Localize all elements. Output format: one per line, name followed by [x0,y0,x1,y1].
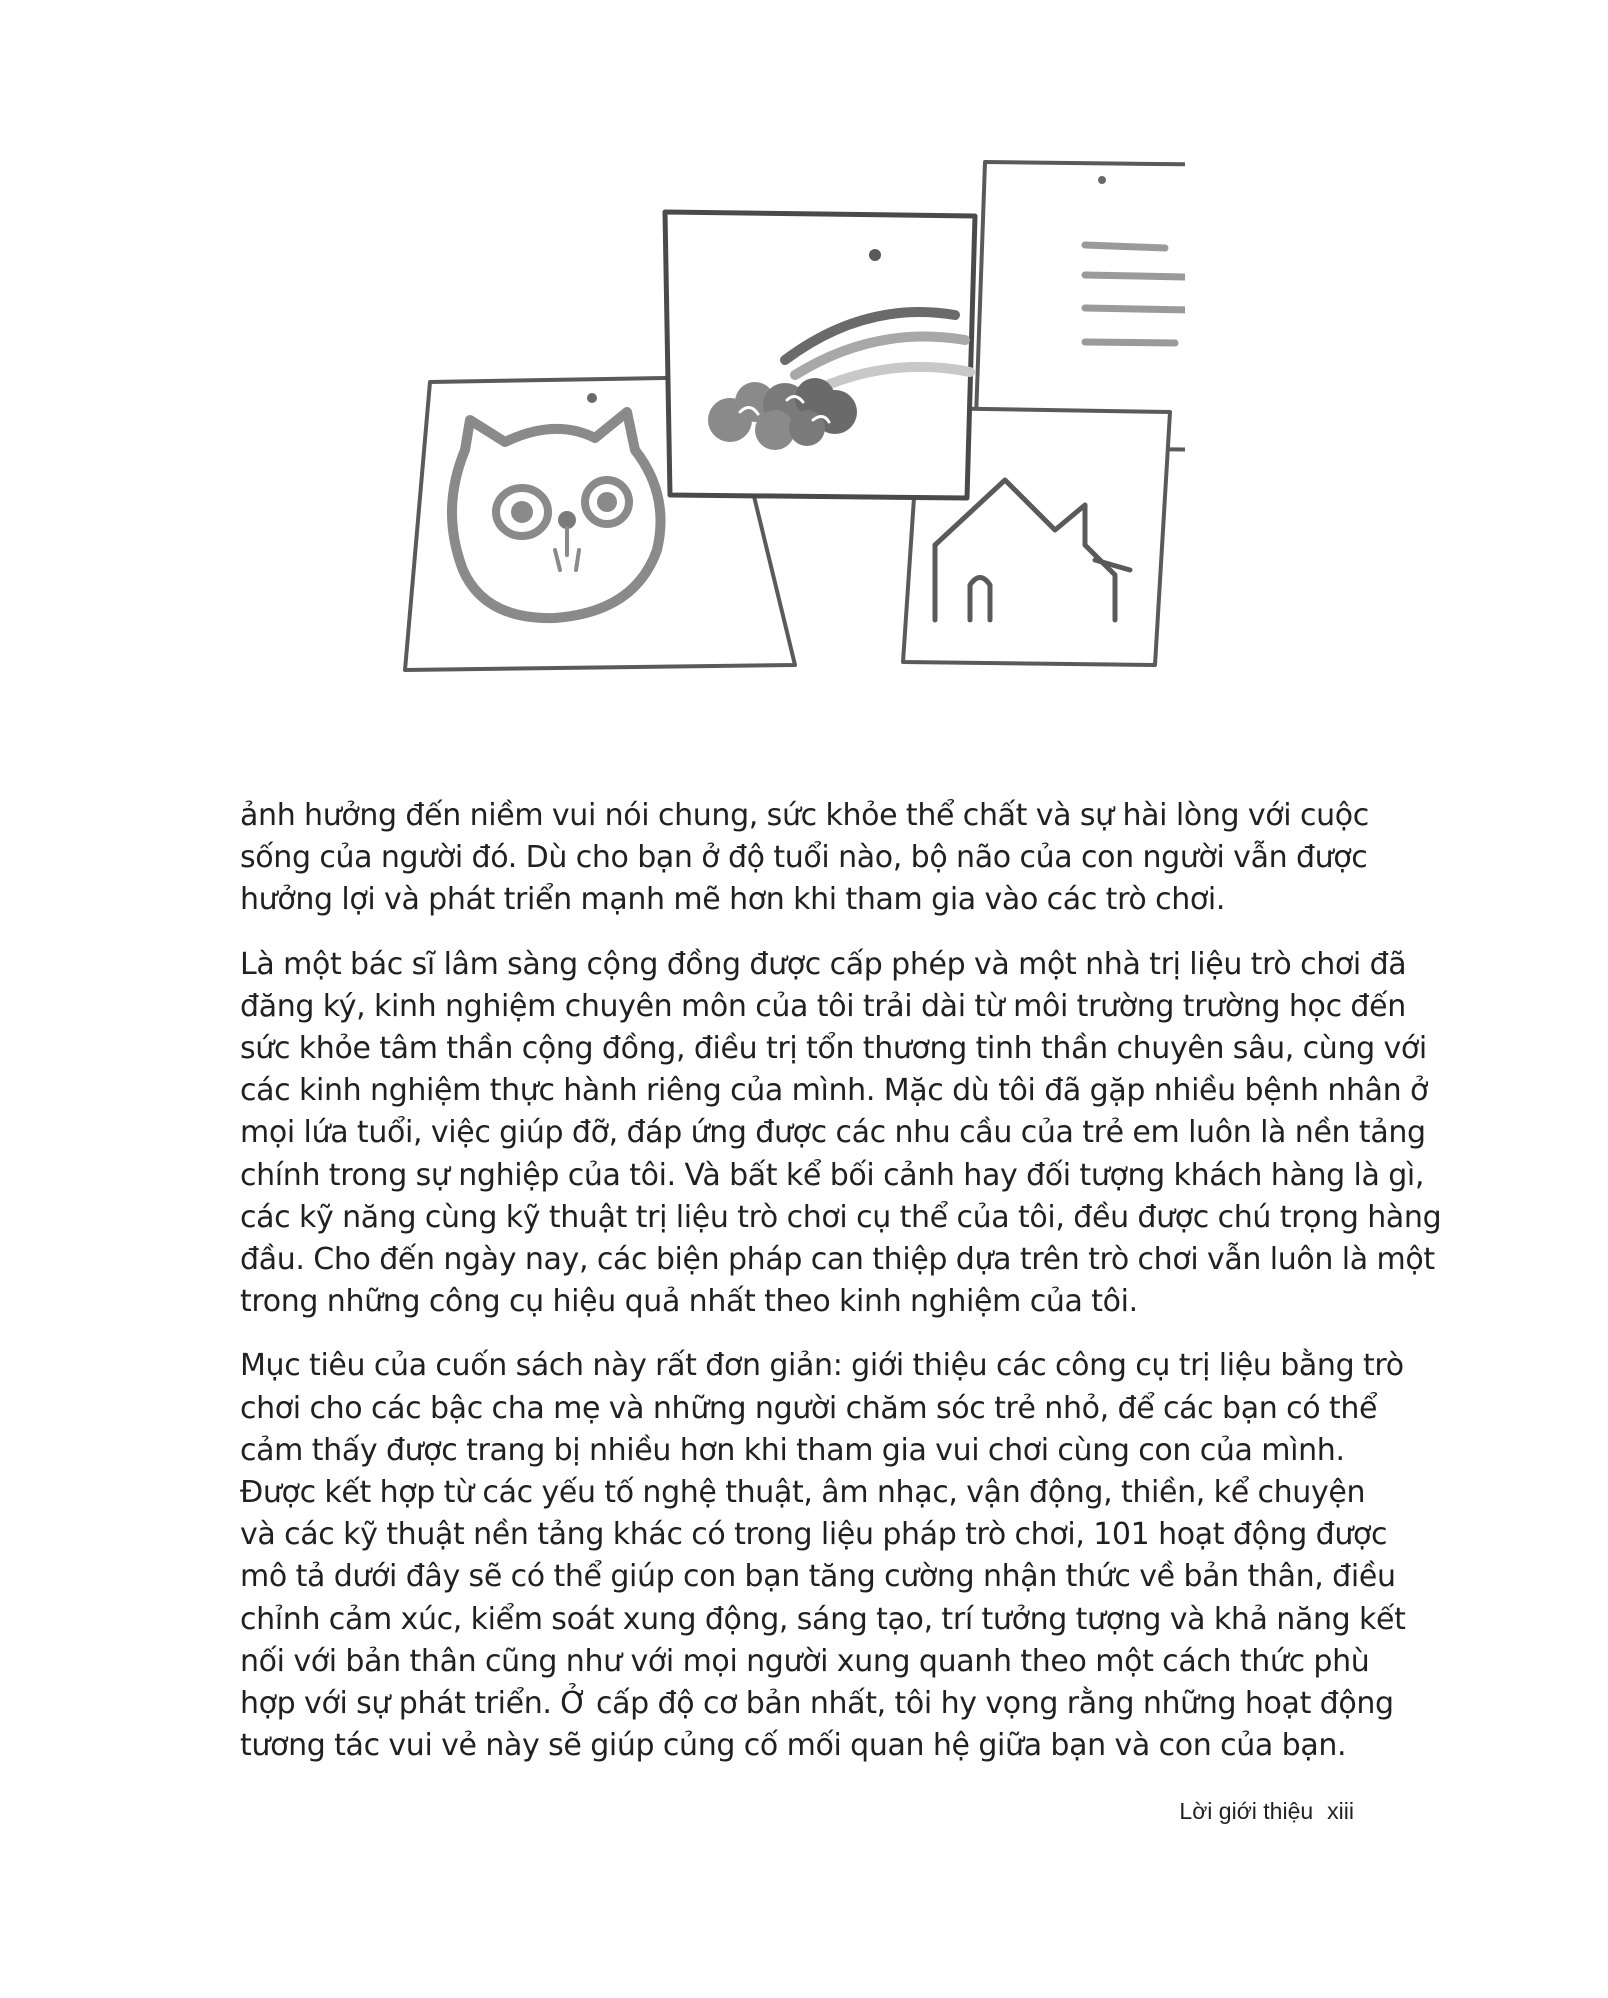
text-line: nối với bản thân cũng như với mọi người xung quanh theo một cách thức phù [240,1643,1370,1679]
paragraph-2 [240,944,1442,1324]
text-line: chỉnh cảm xúc, kiểm soát xung động, sáng tạo, trí tưởng tượng và khả năng kết [240,1601,1406,1637]
text-line: sức khỏe tâm thần cộng đồng, điều trị tổn thương tinh thần chuyên sâu, cùng với [240,1031,1427,1067]
page-number: xiii [1327,1798,1354,1824]
pinned-drawings-svg [395,150,1185,690]
text-line: mô tả dưới đây sẽ có thể giúp con bạn tăng cường nhận thức về bản thân, điều [240,1559,1396,1595]
text-line: Là một bác sĩ lâm sàng cộng đồng được cấp phép và một nhà trị liệu trò chơi đã [240,946,1407,982]
text-line: hưởng lợi và phát triển mạnh mẽ hơn khi tham gia vào các trò chơi. [240,882,1226,918]
text-line: hợp với sự phát triển. Ở cấp độ cơ bản nhất, tôi hy vọng rằng những hoạt động [240,1686,1394,1722]
text-lines-drawing [975,162,1185,450]
running-section-title: Lời giới thiệu [1179,1798,1314,1824]
text-line: đầu. Cho đến ngày nay, các biện pháp can thiệp dựa trên trò chơi vẫn luôn là một [240,1242,1435,1278]
paragraph-1 [240,795,1380,922]
text-line: chính trong sự nghiệp của tôi. Và bất kể bối cảnh hay đối tượng khách hàng là gì, [240,1157,1425,1193]
text-line: Mục tiêu của cuốn sách này rất đơn giản: giới thiệu các công cụ trị liệu bằng trò [240,1348,1404,1384]
text-line: chơi cho các bậc cha mẹ và những người chăm sóc trẻ nhỏ, để các bạn có thể [240,1390,1378,1426]
body-text [240,795,1442,1789]
text-line: các kỹ năng cùng kỹ thuật trị liệu trò chơi cụ thể của tôi, đều được chú trọng hàng [240,1199,1442,1235]
paragraph-3 [240,1345,1406,1767]
text-line: trong những công cụ hiệu quả nhất theo kinh nghiệm của tôi. [240,1284,1138,1320]
text-line: cảm thấy được trang bị nhiều hơn khi tham gia vui chơi cùng con của mình. [240,1432,1345,1468]
text-line: ảnh hưởng đến niềm vui nói chung, sức khỏe thể chất và sự hài lòng với cuộc [240,798,1369,833]
text-line: đăng ký, kinh nghiệm chuyên môn của tôi trải dài từ môi trường trường học đến [240,988,1406,1024]
text-line: và các kỹ thuật nền tảng khác có trong liệu pháp trò chơi, 101 hoạt động được [240,1517,1388,1553]
text-line: các kinh nghiệm thực hành riêng của mình. Mặc dù tôi đã gặp nhiều bệnh nhân ở [240,1073,1429,1109]
text-line: tương tác vui vẻ này sẽ giúp củng cố mối quan hệ giữa bạn và con của bạn. [240,1728,1347,1764]
rainbow-drawing [665,212,975,498]
text-line: Được kết hợp từ các yếu tố nghệ thuật, âm nhạc, vận động, thiền, kể chuyện [240,1475,1366,1511]
page-footer [1179,1798,1354,1825]
text-line: mọi lứa tuổi, việc giúp đỡ, đáp ứng được các nhu cầu của trẻ em luôn là nền tảng [240,1115,1426,1151]
pinned-drawings-illustration [395,150,1185,690]
text-line: sống của người đó. Dù cho bạn ở độ tuổi nào, bộ não của con người vẫn được [240,840,1368,876]
